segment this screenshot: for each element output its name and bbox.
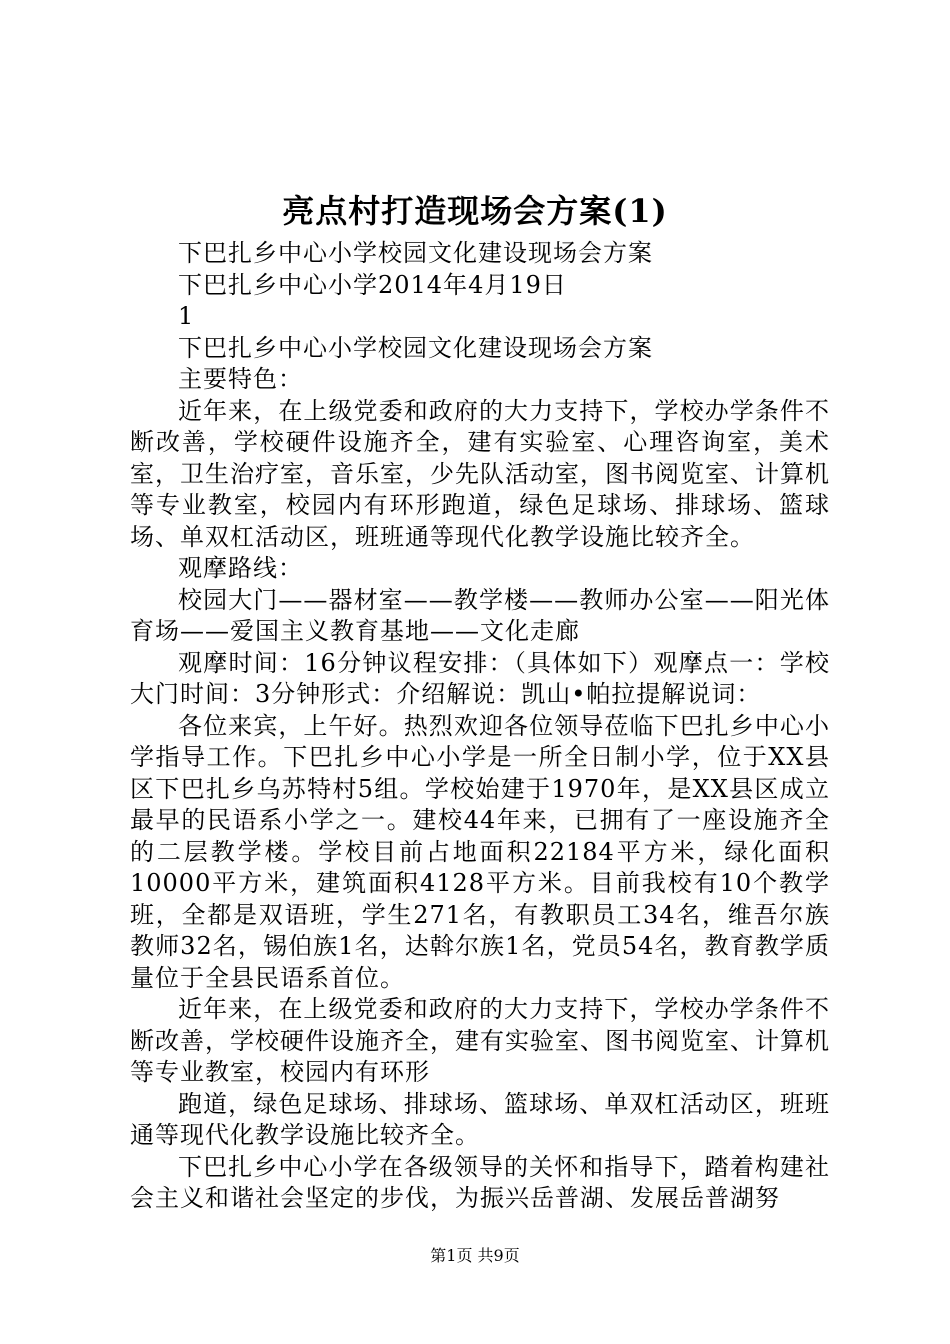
- page-footer: 第1页 共9页: [430, 1246, 520, 1265]
- paragraph: 下巴扎乡中心小学校园文化建设现场会方案: [178, 333, 653, 362]
- paragraph: 观摩时间：16分钟议程安排：（具体如下）观摩点一：学校大门时间：3分钟形式：介绍解说：凯山•帕拉提解说词：: [130, 648, 830, 708]
- paragraph: 校园大门——器材室——教学楼——教师办公室——阳光体育场——爱国主义教育基地——文化走廊: [130, 585, 830, 645]
- paragraph: 1: [178, 302, 195, 330]
- paragraph: 下巴扎乡中心小学校园文化建设现场会方案: [178, 239, 653, 267]
- paragraph: 下巴扎乡中心小学在各级领导的关怀和指导下，踏着构建社会主义和谐社会坚定的步伐，为振兴岳普湖、发展岳普湖努: [130, 1152, 830, 1212]
- paragraph: 跑道，绿色足球场、排球场、篮球场、单双杠活动区，班班通等现代化教学设施比较齐全。: [130, 1089, 830, 1149]
- paragraph: 观摩路线：: [178, 554, 303, 582]
- paragraph: 近年来，在上级党委和政府的大力支持下，学校办学条件不断改善，学校硬件设施齐全，建有实验室、图书阅览室、计算机等专业教室，校园内有环形: [130, 995, 830, 1086]
- paragraph: 近年来，在上级党委和政府的大力支持下，学校办学条件不断改善，学校硬件设施齐全，建有实验室、心理咨询室，美术室，卫生治疗室，音乐室，少先队活动室，图书阅览室、计算机等专业教室，校园内有环形跑道，绿色足球场、排球场、篮球场、单双杠活动区，班班通等现代化教学设施比较齐全。: [130, 396, 830, 551]
- paragraph: 下巴扎乡中心小学2014年4月19日: [178, 270, 567, 299]
- document-title: 亮点村打造现场会方案(1): [282, 192, 668, 230]
- paragraph: 各位来宾，上午好。热烈欢迎各位领导莅临下巴扎乡中心小学指导工作。下巴扎乡中心小学是一所全日制小学，位于XX县区下巴扎乡乌苏特村5组。学校始建于1970年，是XX县区成立最早的民语系小学之一。建校44年来，已拥有了一座设施齐全的二层教学楼。学校目前占地面积22184平方米，绿化面积10000平方米，建筑面积4128平方米。目前我校有10个教学班，全都是双语班，学生271名，有教职员工34名，维吾尔族教师32名，锡伯族1名，达斡尔族1名，党员54名，教育教学质量位于全县民语系首位。: [130, 711, 830, 992]
- document-body: [130, 238, 830, 1215]
- paragraph: 主要特色：: [178, 365, 303, 393]
